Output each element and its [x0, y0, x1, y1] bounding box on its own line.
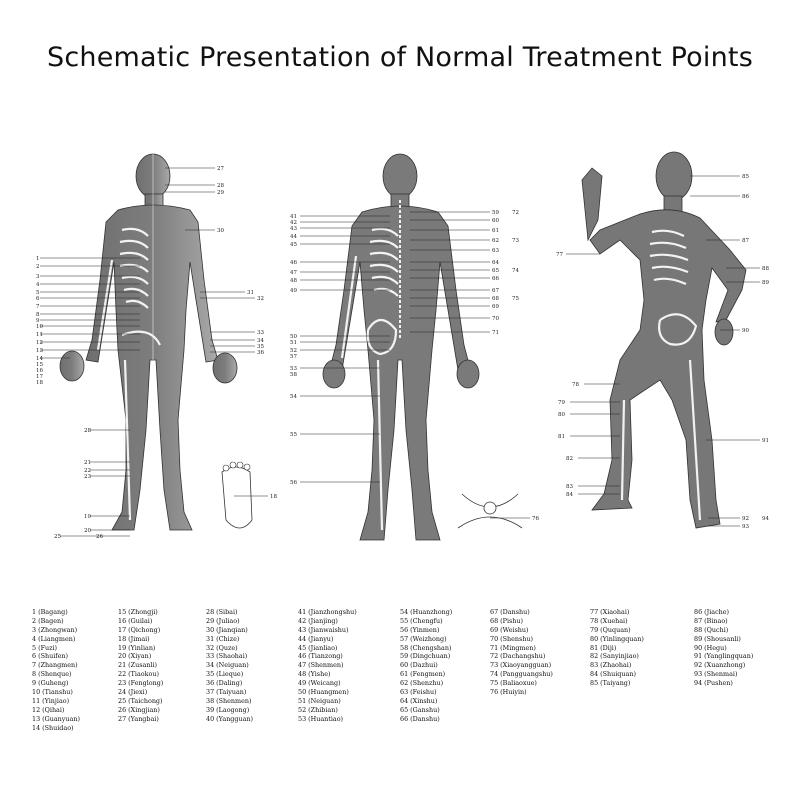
point-label: 76 — [532, 516, 539, 522]
legend-item: 38 (Shenmen) — [206, 696, 252, 705]
point-label: 29 — [217, 190, 224, 196]
legend-item: 50 (Huangmen) — [298, 688, 349, 697]
point-label: 1 — [36, 256, 40, 262]
point-label: 21 — [84, 460, 91, 466]
legend-item: 55 (Chengfu) — [400, 616, 443, 625]
legend-item: 79 (Ququan) — [590, 625, 631, 634]
legend-item: 26 (Xingjian) — [118, 705, 160, 714]
legend-item: 37 (Taiyuan) — [206, 688, 247, 697]
point-label: 66 — [492, 276, 499, 282]
legend-item: 10 (Tianshu) — [32, 688, 73, 697]
legend-item: 27 (Yangbai) — [118, 714, 159, 723]
point-label: 22 — [84, 468, 91, 474]
legend-item: 65 (Ganshu) — [400, 705, 440, 714]
legend-item: 87 (Binao) — [694, 616, 728, 625]
legend-item: 58 (Chengshan) — [400, 643, 452, 652]
point-label: 18 — [270, 494, 277, 500]
side-right-labels — [742, 174, 769, 530]
legend-item: 49 (Weicang) — [298, 679, 341, 688]
legend-item: 53 (Huantiao) — [298, 714, 344, 723]
point-label: 79 — [558, 400, 565, 406]
point-label: 88 — [762, 266, 769, 272]
legend-item: 36 (Daling) — [206, 679, 243, 688]
front-lower-labels — [54, 428, 103, 540]
point-label: 49 — [290, 288, 297, 294]
legend-item: 63 (Feishu) — [400, 688, 437, 697]
point-label: 25 — [54, 534, 61, 540]
point-label: 14 — [36, 356, 43, 362]
front-right-labels — [217, 166, 264, 356]
point-label: 51 — [290, 340, 297, 346]
legend-item: 71 (Mingmen) — [490, 643, 536, 652]
point-label: 32 — [257, 296, 264, 302]
legend-item: 92 (Xuanzhong) — [694, 661, 746, 670]
point-label: 92 — [742, 516, 749, 522]
point-label: 35 — [257, 344, 264, 350]
legend-item: 31 (Chize) — [206, 634, 240, 643]
legend-item: 78 (Xuehai) — [590, 616, 628, 625]
legend-item: 23 (Fenglong) — [118, 679, 164, 688]
point-label: 9 — [36, 318, 40, 324]
point-label: 68 — [492, 296, 499, 302]
point-label: 85 — [742, 174, 749, 180]
legend-column-5 — [400, 608, 452, 724]
legend-item: 85 (Taiyang) — [590, 679, 631, 688]
point-label: 10 — [36, 324, 43, 330]
legend-item: 28 (Sibai) — [206, 608, 238, 616]
point-label: 60 — [492, 218, 499, 224]
point-label: 30 — [217, 228, 224, 234]
legend-item: 83 (Zhaohai) — [590, 661, 632, 670]
point-label: 93 — [742, 524, 749, 530]
legend-item: 1 (Bagang) — [32, 608, 68, 616]
legend-item: 80 (Yinlingquan) — [590, 634, 644, 643]
point-label: 64 — [492, 260, 499, 266]
point-label: 28 — [84, 428, 91, 434]
legend-item: 5 (Fuzi) — [32, 643, 58, 652]
back-left-labels — [290, 214, 297, 486]
point-label: 42 — [290, 220, 297, 226]
point-label: 7 — [36, 304, 40, 310]
point-label: 59 — [492, 210, 499, 216]
point-label: 4 — [36, 282, 40, 288]
point-label: 3 — [36, 274, 40, 280]
front-left-labels — [36, 256, 43, 386]
point-label: 46 — [290, 260, 297, 266]
legend-item: 44 (Jianyu) — [298, 634, 334, 643]
point-label: 26 — [96, 534, 103, 540]
legend-item: 3 (Zhongwan) — [32, 625, 78, 634]
legend-item: 69 (Weishu) — [490, 625, 529, 634]
point-label: 41 — [290, 214, 297, 220]
point-label: 6 — [36, 296, 40, 302]
page-title: Schematic Presentation of Normal Treatment Points — [47, 42, 753, 73]
point-label: 70 — [492, 316, 499, 322]
legend-item: 8 (Shenque) — [32, 670, 72, 679]
point-label: 73 — [512, 238, 519, 244]
point-label: 78 — [572, 382, 579, 388]
point-label: 45 — [290, 242, 297, 248]
point-label: 80 — [558, 412, 565, 418]
legend-item: 62 (Shenzhu) — [400, 679, 444, 688]
point-label: 18 — [36, 380, 43, 386]
legend-item: 61 (Fengmen) — [400, 670, 446, 679]
legend-item: 21 (Zusanli) — [118, 661, 157, 670]
point-label: 47 — [290, 270, 297, 276]
legend-item: 81 (Diji) — [590, 643, 617, 652]
point-label: 75 — [512, 296, 519, 302]
legend-item: 82 (Sanyinjiao) — [590, 652, 639, 661]
back-figure — [290, 154, 539, 540]
point-label: 5 — [36, 290, 40, 296]
point-label: 43 — [290, 226, 297, 232]
legend-item: 88 (Quchi) — [694, 625, 729, 634]
point-label: 69 — [492, 304, 499, 310]
point-label: 54 — [290, 394, 297, 400]
legend-item: 91 (Yanglingquan) — [694, 652, 754, 661]
point-label: 20 — [84, 528, 91, 534]
legend-item: 32 (Quze) — [206, 643, 238, 652]
legend-item: 15 (Zhongji) — [118, 608, 158, 616]
point-label: 87 — [742, 238, 749, 244]
point-label: 62 — [492, 238, 499, 244]
point-label: 33 — [257, 330, 264, 336]
legend-item: 51 (Neiguan) — [298, 696, 341, 705]
legend-item: 4 (Liangmen) — [32, 634, 76, 643]
legend-item: 7 (Zhangmen) — [32, 661, 78, 670]
side-left-labels — [556, 252, 579, 498]
point-label: 56 — [290, 480, 297, 486]
front-figure — [36, 154, 277, 540]
legend-item: 52 (Zhibian) — [298, 705, 338, 714]
point-label: 82 — [566, 456, 573, 462]
legend-item: 89 (Shousanli) — [694, 634, 741, 643]
legend-item: 25 (Taichong) — [118, 696, 163, 705]
legend-column-3 — [206, 608, 253, 724]
legend-column-1 — [32, 608, 80, 732]
legend-item: 14 (Shuidao) — [32, 723, 74, 732]
point-label: 27 — [217, 166, 224, 172]
legend-item: 77 (Xiaohai) — [590, 608, 630, 616]
legend-item: 73 (Xiaoyangguan) — [490, 661, 552, 670]
legend-item: 17 (Qichong) — [118, 625, 161, 634]
point-label: 31 — [247, 290, 254, 296]
perineum-diagram — [458, 494, 539, 528]
point-label: 74 — [512, 268, 519, 274]
legend-item: 94 (Pushen) — [694, 679, 733, 688]
legend-item: 18 (Jimai) — [118, 634, 150, 643]
legend-item: 35 (Lieque) — [206, 670, 244, 679]
legend-item: 57 (Weizhong) — [400, 634, 447, 643]
point-label: 94 — [762, 516, 769, 522]
legend-item: 12 (Qihai) — [32, 705, 65, 714]
legend-item: 22 (Tiaokou) — [118, 670, 159, 679]
back-right-labels — [492, 210, 519, 336]
legend-column-4 — [298, 608, 357, 724]
point-label: 8 — [36, 312, 40, 318]
point-label: 44 — [290, 234, 297, 240]
point-label: 55 — [290, 432, 297, 438]
legend-item: 54 (Huanzhong) — [400, 608, 453, 616]
legend-column-7 — [590, 608, 644, 688]
legend-item: 67 (Danshu) — [490, 608, 530, 616]
point-label: 61 — [492, 228, 499, 234]
point-label: 63 — [492, 248, 499, 254]
point-label: 90 — [742, 328, 749, 334]
point-label: 89 — [762, 280, 769, 286]
point-label: 83 — [566, 484, 573, 490]
point-label: 11 — [36, 332, 43, 338]
legend-item: 9 (Guheng) — [32, 679, 69, 688]
legend-item: 76 (Huiyin) — [490, 688, 527, 697]
point-label: 67 — [492, 288, 499, 294]
legend-item: 75 (Baliaoxue) — [490, 679, 537, 688]
point-label: 36 — [257, 350, 264, 356]
point-label: 71 — [492, 330, 499, 336]
legend-item: 48 (Yishe) — [298, 670, 331, 679]
legend-item: 40 (Yangguan) — [206, 714, 254, 723]
legend-item: 68 (Pishu) — [490, 616, 524, 625]
point-label: 48 — [290, 278, 297, 284]
legend-item: 72 (Dachangshu) — [490, 652, 546, 661]
legend-item: 47 (Shenmen) — [298, 661, 344, 670]
legend-item: 24 (Jiexi) — [118, 688, 148, 697]
point-label: 84 — [566, 492, 573, 498]
point-label: 2 — [36, 264, 40, 270]
legend-column-6 — [490, 608, 553, 697]
legend-item: 46 (Tianzong) — [298, 652, 343, 661]
legend-item: 84 (Shuiquan) — [590, 670, 636, 679]
point-label: 72 — [512, 210, 519, 216]
point-label: 50 — [290, 334, 297, 340]
legend-item: 16 (Guilai) — [118, 616, 153, 625]
legend-item: 74 (Pangguangshu) — [490, 670, 553, 679]
side-figure — [556, 152, 769, 530]
legend-column-8 — [694, 608, 753, 688]
point-label: 91 — [762, 438, 769, 444]
point-label: 23 — [84, 474, 91, 480]
legend-item: 64 (Xinshu) — [400, 696, 438, 705]
legend-item: 39 (Laogong) — [206, 705, 250, 714]
point-label: 28 — [217, 183, 224, 189]
legend-column-2 — [118, 608, 163, 724]
legend-item: 30 (Jianqian) — [206, 625, 248, 634]
legend-item: 42 (Jianjing) — [298, 616, 338, 625]
legend-item: 66 (Danshu) — [400, 714, 440, 723]
point-label: 65 — [492, 268, 499, 274]
point-label: 13 — [36, 348, 43, 354]
legend-item: 33 (Shaohai) — [206, 652, 248, 661]
point-label: 12 — [36, 340, 43, 346]
point-label: 53 — [290, 366, 297, 372]
legend-item: 29 (Juliao) — [206, 616, 240, 625]
legend-item: 2 (Bagen) — [32, 616, 64, 625]
point-label: 58 — [290, 372, 297, 378]
legend-item: 6 (Shuifen) — [32, 652, 69, 661]
point-label: 15 — [36, 362, 43, 368]
legend-item: 41 (Jianzhongshu) — [298, 608, 357, 616]
point-label: 34 — [257, 338, 264, 344]
point-label: 57 — [290, 354, 297, 360]
legend-item: 19 (Yinlian) — [118, 643, 156, 652]
legend-item: 60 (Dazhui) — [400, 661, 438, 670]
point-label: 16 — [36, 368, 43, 374]
point-label: 86 — [742, 194, 749, 200]
legend-item: 34 (Neiguan) — [206, 661, 249, 670]
legend-item: 11 (Yinjiao) — [32, 696, 70, 705]
legend-item: 56 (Yinmen) — [400, 625, 440, 634]
point-label: 19 — [84, 514, 91, 520]
point-label: 81 — [558, 434, 565, 440]
legend-item: 93 (Shenmai) — [694, 670, 738, 679]
legend-item: 90 (Hegu) — [694, 643, 727, 652]
legend-item: 86 (Jiache) — [694, 608, 730, 616]
point-label: 77 — [556, 252, 563, 258]
legend-item: 20 (Xiyan) — [118, 652, 152, 661]
legend-item: 43 (Jianwaishu) — [298, 625, 349, 634]
legend-item: 45 (Jianliao) — [298, 643, 338, 652]
legend-item: 13 (Guanyuan) — [32, 714, 80, 723]
point-label: 17 — [36, 374, 43, 380]
legend-item: 59 (Dingchuan) — [400, 652, 451, 661]
legend-item: 70 (Shenshu) — [490, 634, 534, 643]
point-label: 52 — [290, 348, 297, 354]
foot-sole-diagram — [222, 462, 277, 528]
